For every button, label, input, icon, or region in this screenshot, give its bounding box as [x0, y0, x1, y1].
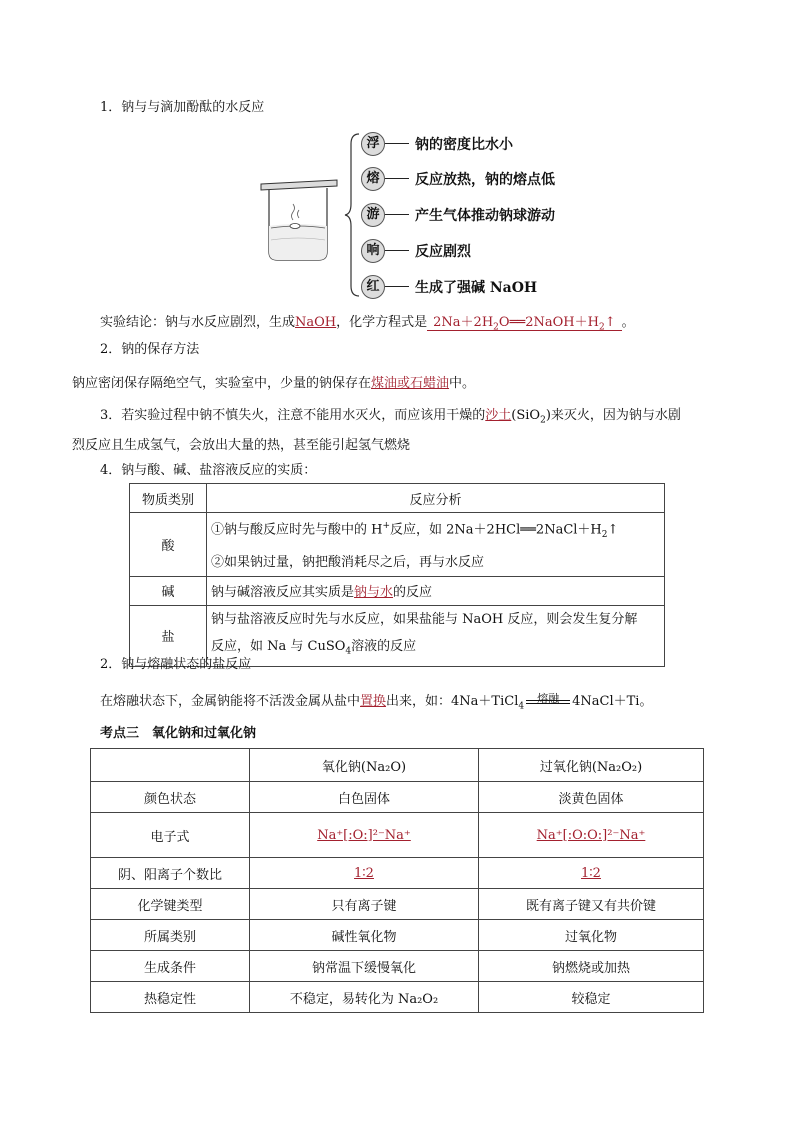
molten-text: 在熔融状态下，金属钠能将不活泼金属从盐中置换出来，如：4Na＋TiCl$_4$ 熔融 4NaCl＋Ti。 — [100, 692, 653, 712]
section-6-title: 考点三 氧化钠和过氧化钠 — [100, 726, 257, 741]
conclusion-text: 实验结论：钠与水反应剧烈，生成 — [100, 315, 296, 330]
reaction-table — [129, 483, 665, 667]
row-acid-label: 酸 — [130, 513, 207, 577]
diagram-char-0: 浮 — [361, 132, 385, 156]
diagram-line — [385, 214, 409, 215]
electron-formula-na2o2: Na⁺[:O:O:]²⁻Na⁺ — [536, 827, 646, 843]
row-label: 电子式 — [91, 813, 250, 858]
diagram-line — [385, 178, 409, 179]
header-analysis: 反应分析 — [207, 484, 665, 513]
diagram-char-3: 响 — [361, 239, 385, 263]
row-salt-label: 盐 — [130, 605, 207, 666]
storage-answer: 煤油或石蜡油 — [371, 376, 450, 391]
conclusion-end: 。 — [621, 315, 635, 330]
beaker-icon — [255, 170, 345, 270]
sand-answer: 沙土 — [485, 408, 512, 423]
diagram-line — [385, 250, 409, 251]
cell-na2o2 — [479, 813, 704, 858]
diagram-text-0: 钠的密度比水小 — [415, 137, 513, 153]
row-salt-analysis: 钠与盐溶液反应时先与水反应，如果盐能与 NaOH 反应，则会发生复分解 反应，如 Na 与 CuSO$_4$溶液的反应 — [207, 605, 665, 666]
storage-text: 钠应密闭保存隔绝空气，实验室中，少量的钠保存在煤油或石蜡油中。 — [72, 376, 476, 391]
row-label: 生成条件 — [91, 951, 250, 982]
replace-answer: 置换 — [360, 694, 387, 709]
cell-na2o2: 既有离子键又有共价键 — [479, 889, 704, 920]
cell-na2o2: 较稳定 — [479, 982, 704, 1013]
section-5-title: 2．钠与熔融状态的盐反应 — [100, 657, 252, 672]
condition-label: 熔融 — [537, 692, 560, 705]
cell-na2o: 碱性氧化物 — [250, 920, 479, 951]
reaction-diagram — [255, 130, 595, 300]
section-2-title: 2．钠的保存方法 — [100, 342, 200, 357]
row-label: 化学键类型 — [91, 889, 250, 920]
cell-na2o: 不稳定，易转化为 Na₂O₂ — [250, 982, 479, 1013]
diagram-char-2: 游 — [361, 203, 385, 227]
experiment-conclusion — [100, 311, 635, 333]
diagram-text-2: 产生气体推动钠球游动 — [415, 208, 555, 224]
row-label: 热稳定性 — [91, 982, 250, 1013]
diagram-text-3: 反应剧烈 — [415, 244, 471, 260]
row-base-analysis: 钠与碱溶液反应其实质是钠与水的反应 — [207, 576, 665, 605]
row-label: 颜色状态 — [91, 782, 250, 813]
ratio-answer: 1∶2 — [581, 865, 601, 881]
oxide-table — [90, 748, 704, 1013]
electron-formula-na2o: Na⁺[:O:]²⁻Na⁺ — [317, 827, 411, 843]
cell-na2o2: 淡黄色固体 — [479, 782, 704, 813]
naoh-answer: NaOH — [295, 315, 337, 330]
conclusion-text: ，化学方程式是 — [336, 315, 428, 330]
fire-text-line2: 烈反应且生成氢气，会放出大量的热，甚至能引起氢气燃烧 — [72, 438, 411, 453]
cell-na2o: 钠常温下缓慢氧化 — [250, 951, 479, 982]
header-na2o: 氧化钠(Na₂O) — [250, 749, 479, 782]
cell-na2o2 — [479, 858, 704, 889]
row-base-label: 碱 — [130, 576, 207, 605]
section-4-title: 4．钠与酸、碱、盐溶液反应的实质： — [100, 463, 317, 478]
fire-text-line1: 3．若实验过程中钠不慎失火，注意不能用水灭火，而应该用干燥的沙土(SiO$_2$)来灭火，因为钠与水剧 — [100, 408, 681, 426]
cell-na2o: 白色固体 — [250, 782, 479, 813]
brace-icon — [343, 130, 363, 300]
cell-na2o2: 过氧化物 — [479, 920, 704, 951]
row-acid-analysis: ①钠与酸反应时先与酸中的 H+反应，如 $2Na+2HCl══2NaCl+H_2↑$ ②如果钠过量，钠把酸消耗尽之后，再与水反应 — [207, 513, 665, 577]
cell-na2o — [250, 858, 479, 889]
header-category: 物质类别 — [130, 484, 207, 513]
equation-answer: $2Na+2H_2O══2NaOH+H_2↑$ — [427, 315, 621, 331]
diagram-char-1: 熔 — [361, 167, 385, 191]
ratio-answer: 1∶2 — [354, 865, 374, 881]
diagram-line — [385, 286, 409, 287]
header-empty — [91, 749, 250, 782]
diagram-char-4: 红 — [361, 275, 385, 299]
cell-na2o2: 钠燃烧或加热 — [479, 951, 704, 982]
row-label: 阴、阳离子个数比 — [91, 858, 250, 889]
diagram-line — [385, 143, 409, 144]
cell-na2o: 只有离子键 — [250, 889, 479, 920]
cell-na2o — [250, 813, 479, 858]
row-label: 所属类别 — [91, 920, 250, 951]
diagram-text-1: 反应放热，钠的熔点低 — [415, 172, 555, 188]
header-na2o2: 过氧化钠(Na₂O₂) — [479, 749, 704, 782]
diagram-text-4: 生成了强碱 NaOH — [415, 280, 538, 296]
section-1-title: 1．钠与与滴加酚酞的水反应 — [100, 100, 265, 115]
